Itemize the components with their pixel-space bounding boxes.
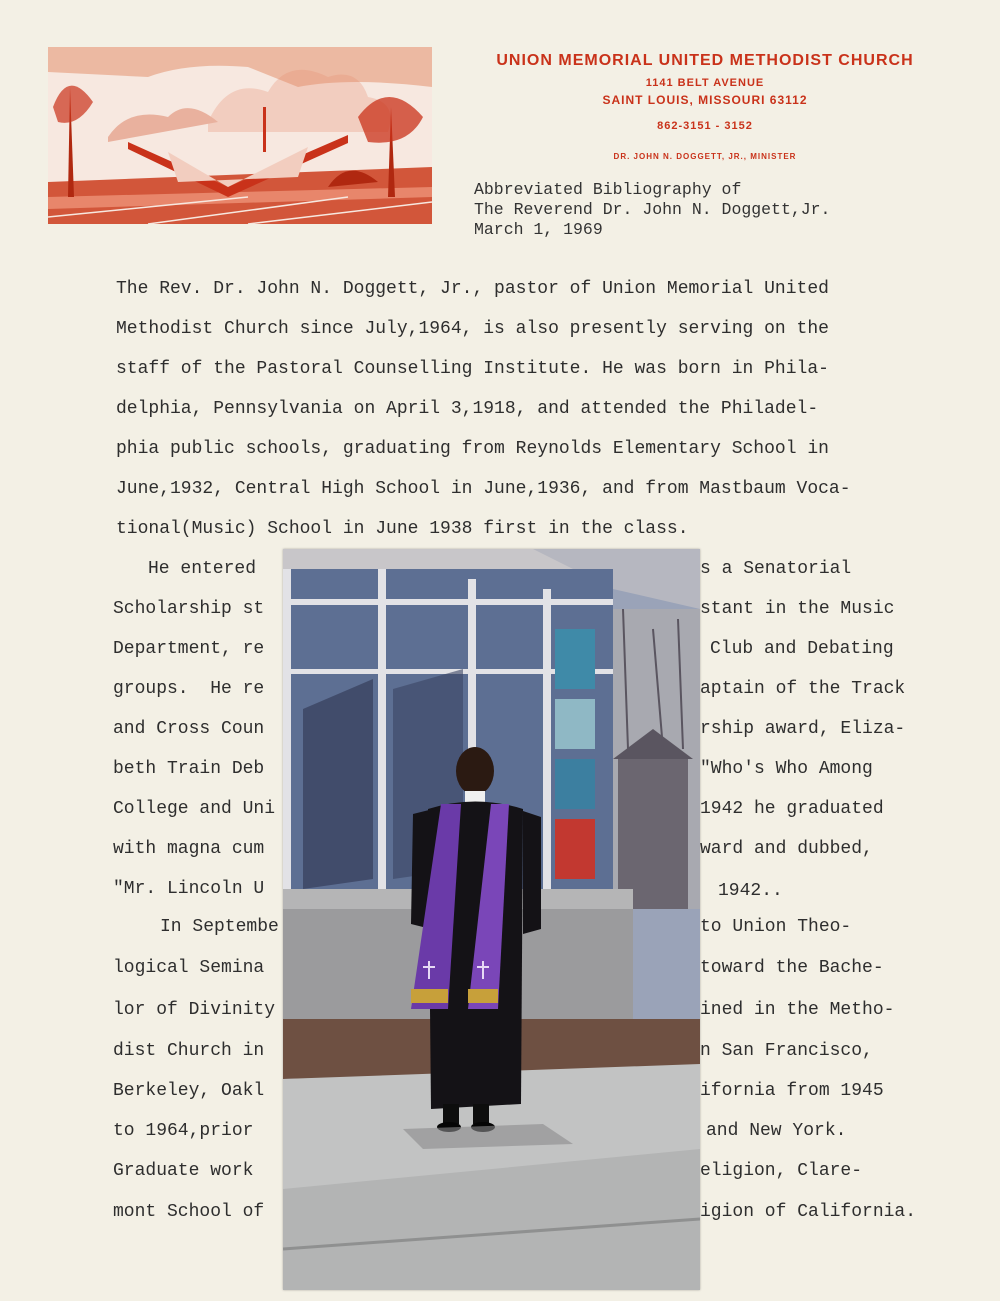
body-line: He entered bbox=[148, 559, 257, 579]
minister-photograph bbox=[283, 549, 700, 1290]
church-city-address: SAINT LOUIS, MISSOURI 63112 bbox=[602, 93, 808, 107]
body-line: delphia, Pennsylvania on April 3,1918, and attended the Philadel- bbox=[116, 399, 819, 419]
body-line: Berkeley, Oakl bbox=[113, 1081, 265, 1101]
body-line: to Union Theo- bbox=[700, 917, 852, 937]
body-line: Scholarship st bbox=[113, 599, 265, 619]
body-line: and New York. bbox=[706, 1121, 847, 1141]
body-line: "Who's Who Among bbox=[700, 759, 873, 779]
body-line: s a Senatorial bbox=[700, 559, 852, 579]
church-street-address: 1141 BELT AVENUE bbox=[645, 77, 765, 89]
body-line: aptain of the Track bbox=[700, 679, 906, 699]
body-line: staff of the Pastoral Counselling Institute. He was born in Phila- bbox=[116, 359, 829, 379]
church-illustration bbox=[48, 47, 432, 224]
body-line: phia public schools, graduating from Reynolds Elementary School in bbox=[116, 439, 829, 459]
body-line: with magna cum bbox=[113, 839, 265, 859]
body-line: eligion, Clare- bbox=[700, 1161, 863, 1181]
body-line: toward the Bache- bbox=[700, 958, 884, 978]
body-line: 1942.. bbox=[718, 881, 783, 901]
heading-line: March 1, 1969 bbox=[474, 220, 603, 239]
heading-line: Abbreviated Bibliography of bbox=[474, 180, 742, 199]
body-line: ward and dubbed, bbox=[700, 839, 873, 859]
body-line: rship award, Eliza- bbox=[700, 719, 906, 739]
body-line: beth Train Deb bbox=[113, 759, 265, 779]
body-line: Methodist Church since July,1964, is also presently serving on the bbox=[116, 319, 829, 339]
body-line: Graduate work bbox=[113, 1161, 254, 1181]
document-heading bbox=[474, 180, 830, 240]
body-line: mont School of bbox=[113, 1202, 265, 1222]
church-minister: DR. JOHN N. DOGGETT, JR., MINISTER bbox=[613, 152, 797, 161]
body-line: tional(Music) School in June 1938 first in the class. bbox=[116, 519, 689, 539]
body-line: Club and Debating bbox=[710, 639, 894, 659]
body-line: June,1932, Central High School in June,1936, and from Mastbaum Voca- bbox=[116, 479, 851, 499]
body-line: lor of Divinity bbox=[113, 1000, 276, 1020]
body-line: 1942 he graduated bbox=[700, 799, 884, 819]
church-name: UNION MEMORIAL UNITED METHODIST CHURCH bbox=[496, 52, 914, 69]
body-line: In Septembe bbox=[160, 917, 279, 937]
body-line: stant in the Music bbox=[700, 599, 895, 619]
body-line: dist Church in bbox=[113, 1041, 265, 1061]
church-phone: 862-3151 - 3152 bbox=[657, 120, 753, 132]
body-line: The Rev. Dr. John N. Doggett, Jr., pastor of Union Memorial United bbox=[116, 279, 829, 299]
heading-line: The Reverend Dr. John N. Doggett,Jr. bbox=[474, 200, 831, 219]
body-line: and Cross Coun bbox=[113, 719, 265, 739]
body-line: ined in the Metho- bbox=[700, 1000, 895, 1020]
body-line: College and Uni bbox=[113, 799, 276, 819]
body-line: logical Semina bbox=[113, 958, 265, 978]
body-line: "Mr. Lincoln U bbox=[113, 879, 265, 899]
body-line: groups. He re bbox=[113, 679, 265, 699]
body-line: to 1964,prior bbox=[113, 1121, 254, 1141]
body-line: n San Francisco, bbox=[700, 1041, 873, 1061]
body-line: igion of California. bbox=[700, 1202, 917, 1222]
body-line: Department, re bbox=[113, 639, 265, 659]
body-line: ifornia from 1945 bbox=[700, 1081, 884, 1101]
